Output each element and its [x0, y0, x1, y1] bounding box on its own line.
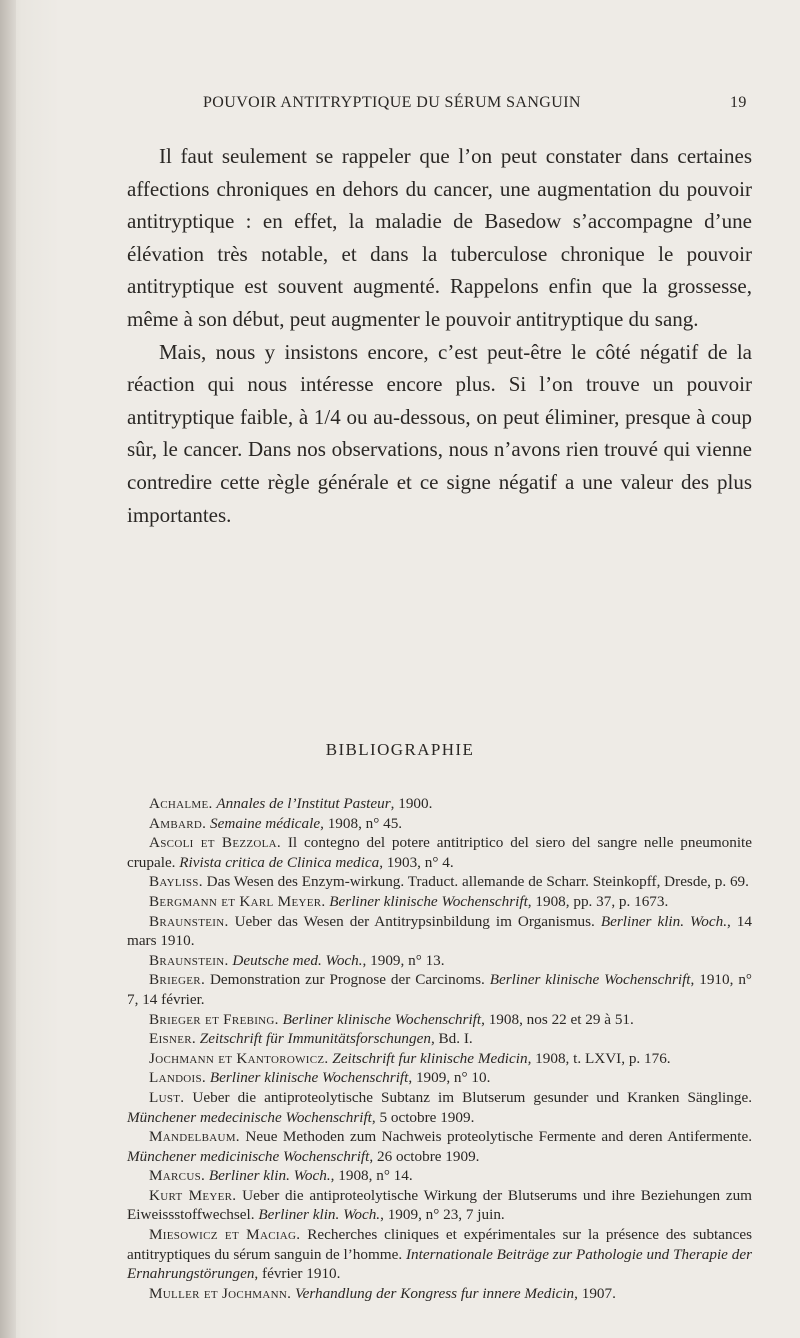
reference-text: , 5 octobre 1909. [371, 1108, 475, 1126]
reference-source-title: Berliner klinische Wochenschrift [282, 1010, 482, 1028]
reference-author: Brieger et Frebing. [149, 1010, 279, 1028]
bibliography-entry [127, 1186, 752, 1225]
bibliography-entry [127, 814, 752, 834]
paragraph-1: Il faut seulement se rappeler que l’on peut constater dans certaines affections chroniques en dehors du cancer, une augmentation du pouvoir antitryptique : en effet, la maladie de Basedow s’accompagne d’une élévation très notable, et dans la tuberculose chronique le pouvoir antitryptique est souvent augmenté. Rappelons enfin que la grossesse, même à son début, peut augmenter le pouvoir antitryptique du sang. [127, 144, 752, 331]
reference-text: , février 1910. [254, 1265, 341, 1283]
bibliography-entry [127, 1284, 752, 1304]
bibliography-entry [127, 1166, 752, 1186]
reference-text: Demonstration zur Prognose der Carcinoms. [209, 971, 490, 989]
reference-source-title: Semaine médicale [210, 814, 321, 832]
reference-source-title: Verhandlung der Kongress fur innere Medicin [295, 1284, 575, 1302]
reference-author: Bayliss. [149, 873, 203, 891]
reference-source-title: Deutsche med. Woch. [232, 951, 363, 969]
reference-source-title: Internationale Beiträge zur Pathologie und Therapie der Ernahrungstörungen [127, 1245, 752, 1283]
reference-author: Achalme. [149, 795, 213, 812]
reference-source-title: Berliner klinische Wochenschrift [209, 1069, 409, 1087]
bibliography-entry [127, 1088, 752, 1127]
reference-text: , 1909, n° 13. [362, 951, 445, 969]
reference-text: , 1908, n° 45. [320, 814, 403, 832]
reference-text: , 14 mars 1910. [127, 912, 752, 950]
reference-author: Brieger. [149, 971, 206, 989]
reference-text: , 1900. [390, 795, 433, 812]
bibliography-entry [127, 1068, 752, 1088]
reference-text: , Bd. I. [430, 1030, 473, 1048]
page-header [0, 94, 800, 124]
page-number: 19 [730, 94, 747, 111]
reference-text: , 26 octobre 1909. [369, 1147, 480, 1165]
bibliography-entry [127, 872, 752, 892]
reference-author: Muller et Jochmann. [149, 1284, 292, 1302]
reference-text: Ueber die antiproteolytische Wirkung der Blutserums und ihre Beziehungen zum Eiweissstoffwechsel. [127, 1186, 752, 1224]
bibliography-entry [127, 951, 752, 971]
reference-source-title: Zeitschrift fur klinische Medicin [332, 1049, 528, 1067]
reference-author: Miesowicz et Maciag. [149, 1226, 301, 1244]
bibliography-entry [127, 970, 752, 1009]
reference-author: Lust. [149, 1088, 185, 1106]
bibliography-entry [127, 794, 752, 814]
reference-text: Das Wesen des Enzym-wirkung. Traduct. allemande de Scharr. Steinkopff, Dresde, p. 69. [206, 873, 749, 891]
paragraph-2: Mais, nous y insistons encore, c’est peut-être le côté négatif de la réaction qui nous intéresse encore plus. Si l’on trouve un pouvoir antitryptique faible, à 1/4 ou au-dessous, on peut éliminer, presque à coup sûr, le cancer. Dans nos observations, nous n’avons rien trouvé qui vienne contredire cette règle générale et ce signe négatif a une valeur des plus importantes. [127, 339, 752, 527]
reference-author: Ascoli et Bezzola. [149, 834, 281, 852]
bibliography-entry [127, 912, 752, 951]
reference-source-title: Berliner klinische Wochenschrift [489, 971, 691, 989]
reference-text: Ueber das Wesen der Antitrypsinbildung im Organismus. [234, 912, 601, 930]
reference-author: Braunstein. [149, 912, 229, 930]
reference-text: , 1908, pp. 37, p. 1673. [527, 892, 669, 910]
reference-source-title: Rivista critica de Clinica medica [179, 853, 380, 871]
reference-author: Marcus. [149, 1167, 206, 1185]
reference-text: , 1908, t. LXVI, p. 176. [527, 1049, 671, 1067]
bibliography-entry [127, 1127, 752, 1166]
reference-source-title: Berliner klin. Woch. [208, 1167, 331, 1185]
reference-author: Bergmann et Karl Meyer. [149, 892, 326, 910]
reference-source-title: Münchener medecinische Wochenschrift [127, 1108, 372, 1126]
reference-author: Braunstein. [149, 951, 229, 969]
reference-source-title: Annales de l’Institut Pasteur [216, 795, 391, 812]
bibliography-entry [127, 892, 752, 912]
reference-source-title: Berliner klin. Woch. [258, 1206, 381, 1224]
reference-text: , 1907. [574, 1284, 616, 1302]
reference-author: Ambard. [149, 814, 207, 832]
bibliography-entry [127, 1010, 752, 1030]
bibliography-entry [127, 1049, 752, 1069]
reference-text: Recherches cliniques et expérimentales sur la présence des subtances antitryptiques du sérum sanguin de l’homme. [127, 1226, 753, 1263]
page-edge-shadow [0, 0, 16, 1338]
body-text [127, 140, 752, 531]
reference-text: , 1909, n° 10. [408, 1069, 491, 1087]
reference-author: Mandelbaum. [149, 1128, 240, 1146]
running-title: POUVOIR ANTITRYPTIQUE DU SÉRUM SANGUIN [203, 94, 581, 111]
bibliography-title: BIBLIOGRAPHIE [325, 740, 475, 759]
reference-author: Kurt Meyer. [149, 1186, 237, 1204]
reference-source-title: Münchener medicinische Wochenschrift [127, 1147, 370, 1165]
reference-text: Ueber die antiproteolytische Subtanz im Blutserum gesunder und Kranken Sänglinge. [192, 1088, 752, 1106]
bibliography-entry [127, 1225, 752, 1284]
bibliography-list [127, 794, 752, 1303]
reference-text: , 1908, nos 22 et 29 à 51. [481, 1010, 634, 1028]
reference-text: , 1910, n° 7, 14 février. [127, 971, 752, 1008]
bibliography-entry [127, 833, 752, 872]
reference-author: Landois. [149, 1069, 207, 1087]
reference-author: Eisner. [149, 1030, 196, 1048]
reference-text: Neue Methoden zum Nachweis proteolytische Fermente and deren Antifermente. [245, 1128, 753, 1146]
reference-source-title: Berliner klin. Woch. [600, 912, 728, 930]
reference-text: , 1903, n° 4. [379, 853, 454, 871]
reference-text: , 1909, n° 23, 7 juin. [380, 1206, 505, 1224]
reference-author: Jochmann et Kantorowicz. [149, 1049, 329, 1067]
reference-text: Il contegno del potere antitriptico del siero del sangre nelle pneumonite crupale. [127, 834, 753, 871]
reference-source-title: Zeitschrift für Immunitätsforschungen [199, 1030, 431, 1048]
bibliography-entry [127, 1029, 752, 1049]
reference-source-title: Berliner klinische Wochenschrift [329, 892, 528, 910]
reference-text: , 1908, n° 14. [330, 1167, 413, 1185]
